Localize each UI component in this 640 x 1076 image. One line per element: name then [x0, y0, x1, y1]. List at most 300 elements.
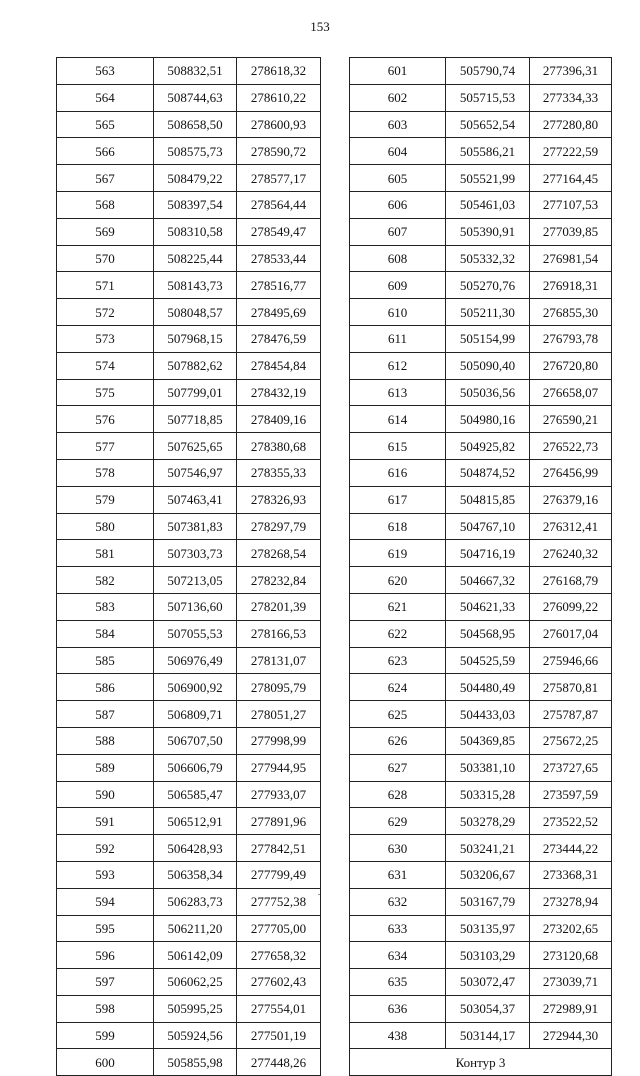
point-number-cell: 611: [350, 325, 446, 352]
point-number-cell: 580: [57, 513, 154, 540]
point-number-cell: 585: [57, 647, 154, 674]
point-number-cell: 595: [57, 915, 154, 942]
table-row: [57, 486, 321, 513]
point-number-cell: 616: [350, 459, 446, 486]
x-coordinate-cell: 506707,50: [154, 727, 237, 754]
point-number-cell: 568: [57, 191, 154, 218]
x-coordinate-cell: 505995,25: [154, 995, 237, 1022]
table-row: [57, 165, 321, 192]
y-coordinate-cell: 276522,73: [530, 433, 612, 460]
point-number-cell: 629: [350, 808, 446, 835]
point-number-cell: 579: [57, 486, 154, 513]
x-coordinate-cell: 505461,03: [446, 191, 530, 218]
point-number-cell: 582: [57, 567, 154, 594]
point-number-cell: 581: [57, 540, 154, 567]
y-coordinate-cell: 273597,59: [530, 781, 612, 808]
scan-mark: [318, 894, 320, 895]
table-row: [350, 406, 612, 433]
point-number-cell: 620: [350, 567, 446, 594]
x-coordinate-cell: 508143,73: [154, 272, 237, 299]
x-coordinate-cell: 503072,47: [446, 969, 530, 996]
point-number-cell: 614: [350, 406, 446, 433]
y-coordinate-cell: 277448,26: [237, 1049, 321, 1076]
table-row: [57, 325, 321, 352]
y-coordinate-cell: 276720,80: [530, 352, 612, 379]
x-coordinate-cell: 504525,59: [446, 647, 530, 674]
point-number-cell: 609: [350, 272, 446, 299]
y-coordinate-cell: 277842,51: [237, 835, 321, 862]
coordinates-table-left: [56, 57, 321, 1076]
table-row: [57, 379, 321, 406]
x-coordinate-cell: 504369,85: [446, 727, 530, 754]
y-coordinate-cell: 276379,16: [530, 486, 612, 513]
point-number-cell: 605: [350, 165, 446, 192]
table-row: [350, 835, 612, 862]
y-coordinate-cell: 277602,43: [237, 969, 321, 996]
point-number-cell: 635: [350, 969, 446, 996]
table-row: [350, 781, 612, 808]
x-coordinate-cell: 508575,73: [154, 138, 237, 165]
y-coordinate-cell: 273039,71: [530, 969, 612, 996]
point-number-cell: 596: [57, 942, 154, 969]
point-number-cell: 612: [350, 352, 446, 379]
y-coordinate-cell: 277222,59: [530, 138, 612, 165]
table-row: [57, 593, 321, 620]
x-coordinate-cell: 506512,91: [154, 808, 237, 835]
point-number-cell: 604: [350, 138, 446, 165]
point-number-cell: 636: [350, 995, 446, 1022]
table-row: [57, 218, 321, 245]
y-coordinate-cell: 277944,95: [237, 754, 321, 781]
point-number-cell: 572: [57, 299, 154, 326]
y-coordinate-cell: 276793,78: [530, 325, 612, 352]
y-coordinate-cell: 278516,77: [237, 272, 321, 299]
table-row: [350, 459, 612, 486]
x-coordinate-cell: 505270,76: [446, 272, 530, 299]
table-row: [57, 808, 321, 835]
x-coordinate-cell: 505154,99: [446, 325, 530, 352]
table-row: [57, 674, 321, 701]
x-coordinate-cell: 507463,41: [154, 486, 237, 513]
point-number-cell: 618: [350, 513, 446, 540]
x-coordinate-cell: 506809,71: [154, 701, 237, 728]
x-coordinate-cell: 508225,44: [154, 245, 237, 272]
x-coordinate-cell: 506142,09: [154, 942, 237, 969]
point-number-cell: 577: [57, 433, 154, 460]
table-row: [350, 593, 612, 620]
y-coordinate-cell: 276017,04: [530, 620, 612, 647]
table-row: [350, 915, 612, 942]
point-number-cell: 583: [57, 593, 154, 620]
x-coordinate-cell: 504874,52: [446, 459, 530, 486]
point-number-cell: 564: [57, 84, 154, 111]
table-row: [350, 58, 612, 85]
x-coordinate-cell: 504667,32: [446, 567, 530, 594]
table-row: [350, 727, 612, 754]
point-number-cell: 438: [350, 1022, 446, 1049]
point-number-cell: 622: [350, 620, 446, 647]
y-coordinate-cell: 277705,00: [237, 915, 321, 942]
y-coordinate-cell: 277799,49: [237, 861, 321, 888]
y-coordinate-cell: 277752,38: [237, 888, 321, 915]
table-row: [350, 942, 612, 969]
x-coordinate-cell: 506585,47: [154, 781, 237, 808]
point-number-cell: 627: [350, 754, 446, 781]
table-row: [57, 727, 321, 754]
table-row: [350, 1022, 612, 1049]
y-coordinate-cell: 272944,30: [530, 1022, 612, 1049]
table-row: [350, 191, 612, 218]
x-coordinate-cell: 508048,57: [154, 299, 237, 326]
table-row: [57, 191, 321, 218]
y-coordinate-cell: 275672,25: [530, 727, 612, 754]
point-number-cell: 566: [57, 138, 154, 165]
table-row: [57, 84, 321, 111]
table-row: [350, 486, 612, 513]
table-row: [350, 540, 612, 567]
table-row: [350, 325, 612, 352]
y-coordinate-cell: 277039,85: [530, 218, 612, 245]
x-coordinate-cell: 504980,16: [446, 406, 530, 433]
table-row: [57, 995, 321, 1022]
x-coordinate-cell: 505521,99: [446, 165, 530, 192]
x-coordinate-cell: 504716,19: [446, 540, 530, 567]
table-row: [350, 674, 612, 701]
table-row: [57, 915, 321, 942]
x-coordinate-cell: 503315,28: [446, 781, 530, 808]
x-coordinate-cell: 504568,95: [446, 620, 530, 647]
y-coordinate-cell: 276312,41: [530, 513, 612, 540]
table-row: [57, 513, 321, 540]
y-coordinate-cell: 278495,69: [237, 299, 321, 326]
table-row: [350, 969, 612, 996]
point-number-cell: 628: [350, 781, 446, 808]
table-row: [57, 58, 321, 85]
y-coordinate-cell: 272989,91: [530, 995, 612, 1022]
table-row: [57, 1022, 321, 1049]
y-coordinate-cell: 273278,94: [530, 888, 612, 915]
y-coordinate-cell: 277891,96: [237, 808, 321, 835]
x-coordinate-cell: 506976,49: [154, 647, 237, 674]
y-coordinate-cell: 278610,22: [237, 84, 321, 111]
x-coordinate-cell: 508744,63: [154, 84, 237, 111]
table-row: [350, 567, 612, 594]
y-coordinate-cell: 277334,33: [530, 84, 612, 111]
x-coordinate-cell: 505715,53: [446, 84, 530, 111]
point-number-cell: 617: [350, 486, 446, 513]
point-number-cell: 599: [57, 1022, 154, 1049]
y-coordinate-cell: 273120,68: [530, 942, 612, 969]
y-coordinate-cell: 273522,52: [530, 808, 612, 835]
table-row: [57, 406, 321, 433]
point-number-cell: 569: [57, 218, 154, 245]
point-number-cell: 574: [57, 352, 154, 379]
point-number-cell: 632: [350, 888, 446, 915]
x-coordinate-cell: 505855,98: [154, 1049, 237, 1076]
x-coordinate-cell: 505332,32: [446, 245, 530, 272]
table-row: [350, 754, 612, 781]
y-coordinate-cell: 277280,80: [530, 111, 612, 138]
x-coordinate-cell: 505586,21: [446, 138, 530, 165]
table-row: [350, 165, 612, 192]
point-number-cell: 625: [350, 701, 446, 728]
point-number-cell: 630: [350, 835, 446, 862]
table-row: [350, 218, 612, 245]
x-coordinate-cell: 504815,85: [446, 486, 530, 513]
point-number-cell: 600: [57, 1049, 154, 1076]
table-row: [350, 861, 612, 888]
y-coordinate-cell: 276658,07: [530, 379, 612, 406]
table-row: [57, 861, 321, 888]
x-coordinate-cell: 504767,10: [446, 513, 530, 540]
point-number-cell: 610: [350, 299, 446, 326]
x-coordinate-cell: 505036,56: [446, 379, 530, 406]
y-coordinate-cell: 278549,47: [237, 218, 321, 245]
table-row: [350, 299, 612, 326]
point-number-cell: 631: [350, 861, 446, 888]
x-coordinate-cell: 507968,15: [154, 325, 237, 352]
table-row: [57, 138, 321, 165]
y-coordinate-cell: 276855,30: [530, 299, 612, 326]
x-coordinate-cell: 503103,29: [446, 942, 530, 969]
table-row: [350, 272, 612, 299]
point-number-cell: 634: [350, 942, 446, 969]
x-coordinate-cell: 507055,53: [154, 620, 237, 647]
y-coordinate-cell: 277554,01: [237, 995, 321, 1022]
y-coordinate-cell: 278476,59: [237, 325, 321, 352]
point-number-cell: 615: [350, 433, 446, 460]
table-row: [350, 379, 612, 406]
table-row: [57, 835, 321, 862]
table-row: [57, 701, 321, 728]
y-coordinate-cell: 278380,68: [237, 433, 321, 460]
x-coordinate-cell: 505390,91: [446, 218, 530, 245]
table-row: [57, 567, 321, 594]
table-row: [350, 138, 612, 165]
y-coordinate-cell: 277396,31: [530, 58, 612, 85]
x-coordinate-cell: 503241,21: [446, 835, 530, 862]
table-row: [57, 299, 321, 326]
y-coordinate-cell: 278166,53: [237, 620, 321, 647]
page-number: 153: [310, 19, 330, 34]
y-coordinate-cell: 278095,79: [237, 674, 321, 701]
y-coordinate-cell: 278564,44: [237, 191, 321, 218]
x-coordinate-cell: 506283,73: [154, 888, 237, 915]
x-coordinate-cell: 504621,33: [446, 593, 530, 620]
table-row: [57, 942, 321, 969]
x-coordinate-cell: 503381,10: [446, 754, 530, 781]
table-row: [350, 888, 612, 915]
x-coordinate-cell: 503206,67: [446, 861, 530, 888]
y-coordinate-cell: 278326,93: [237, 486, 321, 513]
coordinates-table-left-body: [57, 58, 321, 1076]
point-number-cell: 621: [350, 593, 446, 620]
y-coordinate-cell: 273444,22: [530, 835, 612, 862]
table-row: [350, 995, 612, 1022]
y-coordinate-cell: 277107,53: [530, 191, 612, 218]
x-coordinate-cell: 508479,22: [154, 165, 237, 192]
x-coordinate-cell: 506606,79: [154, 754, 237, 781]
table-row: [57, 459, 321, 486]
x-coordinate-cell: 507882,62: [154, 352, 237, 379]
x-coordinate-cell: 503135,97: [446, 915, 530, 942]
x-coordinate-cell: 508310,58: [154, 218, 237, 245]
y-coordinate-cell: 278355,33: [237, 459, 321, 486]
y-coordinate-cell: 278454,84: [237, 352, 321, 379]
x-coordinate-cell: 507381,83: [154, 513, 237, 540]
point-number-cell: 588: [57, 727, 154, 754]
point-number-cell: 594: [57, 888, 154, 915]
table-row: [57, 111, 321, 138]
y-coordinate-cell: 278051,27: [237, 701, 321, 728]
y-coordinate-cell: 278590,72: [237, 138, 321, 165]
table-row: [350, 433, 612, 460]
point-number-cell: 602: [350, 84, 446, 111]
point-number-cell: 624: [350, 674, 446, 701]
y-coordinate-cell: 278618,32: [237, 58, 321, 85]
y-coordinate-cell: 275787,87: [530, 701, 612, 728]
point-number-cell: 584: [57, 620, 154, 647]
point-number-cell: 589: [57, 754, 154, 781]
y-coordinate-cell: 276240,32: [530, 540, 612, 567]
y-coordinate-cell: 278297,79: [237, 513, 321, 540]
y-coordinate-cell: 276456,99: [530, 459, 612, 486]
table-row: [350, 620, 612, 647]
point-number-cell: 578: [57, 459, 154, 486]
point-number-cell: 592: [57, 835, 154, 862]
x-coordinate-cell: 504925,82: [446, 433, 530, 460]
y-coordinate-cell: 277933,07: [237, 781, 321, 808]
point-number-cell: 593: [57, 861, 154, 888]
point-number-cell: 626: [350, 727, 446, 754]
table-row: [350, 111, 612, 138]
x-coordinate-cell: 507303,73: [154, 540, 237, 567]
point-number-cell: 613: [350, 379, 446, 406]
point-number-cell: 565: [57, 111, 154, 138]
x-coordinate-cell: 504433,03: [446, 701, 530, 728]
x-coordinate-cell: 505924,56: [154, 1022, 237, 1049]
x-coordinate-cell: 506358,34: [154, 861, 237, 888]
y-coordinate-cell: 276918,31: [530, 272, 612, 299]
y-coordinate-cell: 278201,39: [237, 593, 321, 620]
table-row: [57, 754, 321, 781]
y-coordinate-cell: 278577,17: [237, 165, 321, 192]
point-number-cell: 601: [350, 58, 446, 85]
x-coordinate-cell: 508397,54: [154, 191, 237, 218]
x-coordinate-cell: 506428,93: [154, 835, 237, 862]
point-number-cell: 598: [57, 995, 154, 1022]
y-coordinate-cell: 273368,31: [530, 861, 612, 888]
x-coordinate-cell: 506900,92: [154, 674, 237, 701]
y-coordinate-cell: 277998,99: [237, 727, 321, 754]
table-row: [350, 808, 612, 835]
point-number-cell: 575: [57, 379, 154, 406]
y-coordinate-cell: 276590,21: [530, 406, 612, 433]
point-number-cell: 563: [57, 58, 154, 85]
x-coordinate-cell: 503144,17: [446, 1022, 530, 1049]
x-coordinate-cell: 507546,97: [154, 459, 237, 486]
table-row: [57, 1049, 321, 1076]
x-coordinate-cell: 507213,05: [154, 567, 237, 594]
point-number-cell: 619: [350, 540, 446, 567]
point-number-cell: 603: [350, 111, 446, 138]
y-coordinate-cell: 273727,65: [530, 754, 612, 781]
y-coordinate-cell: 278600,93: [237, 111, 321, 138]
x-coordinate-cell: 505790,74: [446, 58, 530, 85]
table-row: [57, 272, 321, 299]
point-number-cell: 591: [57, 808, 154, 835]
point-number-cell: 623: [350, 647, 446, 674]
table-row: [57, 647, 321, 674]
y-coordinate-cell: 278268,54: [237, 540, 321, 567]
x-coordinate-cell: 508832,51: [154, 58, 237, 85]
point-number-cell: 567: [57, 165, 154, 192]
table-row: [350, 84, 612, 111]
x-coordinate-cell: 507718,85: [154, 406, 237, 433]
x-coordinate-cell: 503054,37: [446, 995, 530, 1022]
table-row: [57, 433, 321, 460]
point-number-cell: 606: [350, 191, 446, 218]
y-coordinate-cell: 278232,84: [237, 567, 321, 594]
x-coordinate-cell: 506062,25: [154, 969, 237, 996]
y-coordinate-cell: 276099,22: [530, 593, 612, 620]
point-number-cell: 573: [57, 325, 154, 352]
y-coordinate-cell: 275946,66: [530, 647, 612, 674]
y-coordinate-cell: 276981,54: [530, 245, 612, 272]
x-coordinate-cell: 508658,50: [154, 111, 237, 138]
section-label: Контур 3: [350, 1049, 612, 1076]
table-row: [57, 540, 321, 567]
section-label-row: [350, 1049, 612, 1076]
x-coordinate-cell: 505652,54: [446, 111, 530, 138]
point-number-cell: 597: [57, 969, 154, 996]
table-row: [57, 352, 321, 379]
x-coordinate-cell: 503167,79: [446, 888, 530, 915]
y-coordinate-cell: 278533,44: [237, 245, 321, 272]
table-row: [57, 245, 321, 272]
y-coordinate-cell: 278131,07: [237, 647, 321, 674]
y-coordinate-cell: 273202,65: [530, 915, 612, 942]
table-row: [350, 352, 612, 379]
table-row: [57, 888, 321, 915]
point-number-cell: 586: [57, 674, 154, 701]
table-row: [350, 513, 612, 540]
y-coordinate-cell: 278432,19: [237, 379, 321, 406]
table-row: [57, 620, 321, 647]
y-coordinate-cell: 277658,32: [237, 942, 321, 969]
y-coordinate-cell: 277164,45: [530, 165, 612, 192]
table-row: [57, 781, 321, 808]
point-number-cell: 571: [57, 272, 154, 299]
y-coordinate-cell: 277501,19: [237, 1022, 321, 1049]
x-coordinate-cell: 507136,60: [154, 593, 237, 620]
point-number-cell: 608: [350, 245, 446, 272]
point-number-cell: 570: [57, 245, 154, 272]
point-number-cell: 607: [350, 218, 446, 245]
coordinates-table-right: [349, 57, 612, 1076]
point-number-cell: 590: [57, 781, 154, 808]
x-coordinate-cell: 507799,01: [154, 379, 237, 406]
x-coordinate-cell: 505211,30: [446, 299, 530, 326]
x-coordinate-cell: 503278,29: [446, 808, 530, 835]
table-row: [350, 647, 612, 674]
point-number-cell: 576: [57, 406, 154, 433]
table-row: [57, 969, 321, 996]
x-coordinate-cell: 507625,65: [154, 433, 237, 460]
x-coordinate-cell: 505090,40: [446, 352, 530, 379]
x-coordinate-cell: 504480,49: [446, 674, 530, 701]
point-number-cell: 587: [57, 701, 154, 728]
